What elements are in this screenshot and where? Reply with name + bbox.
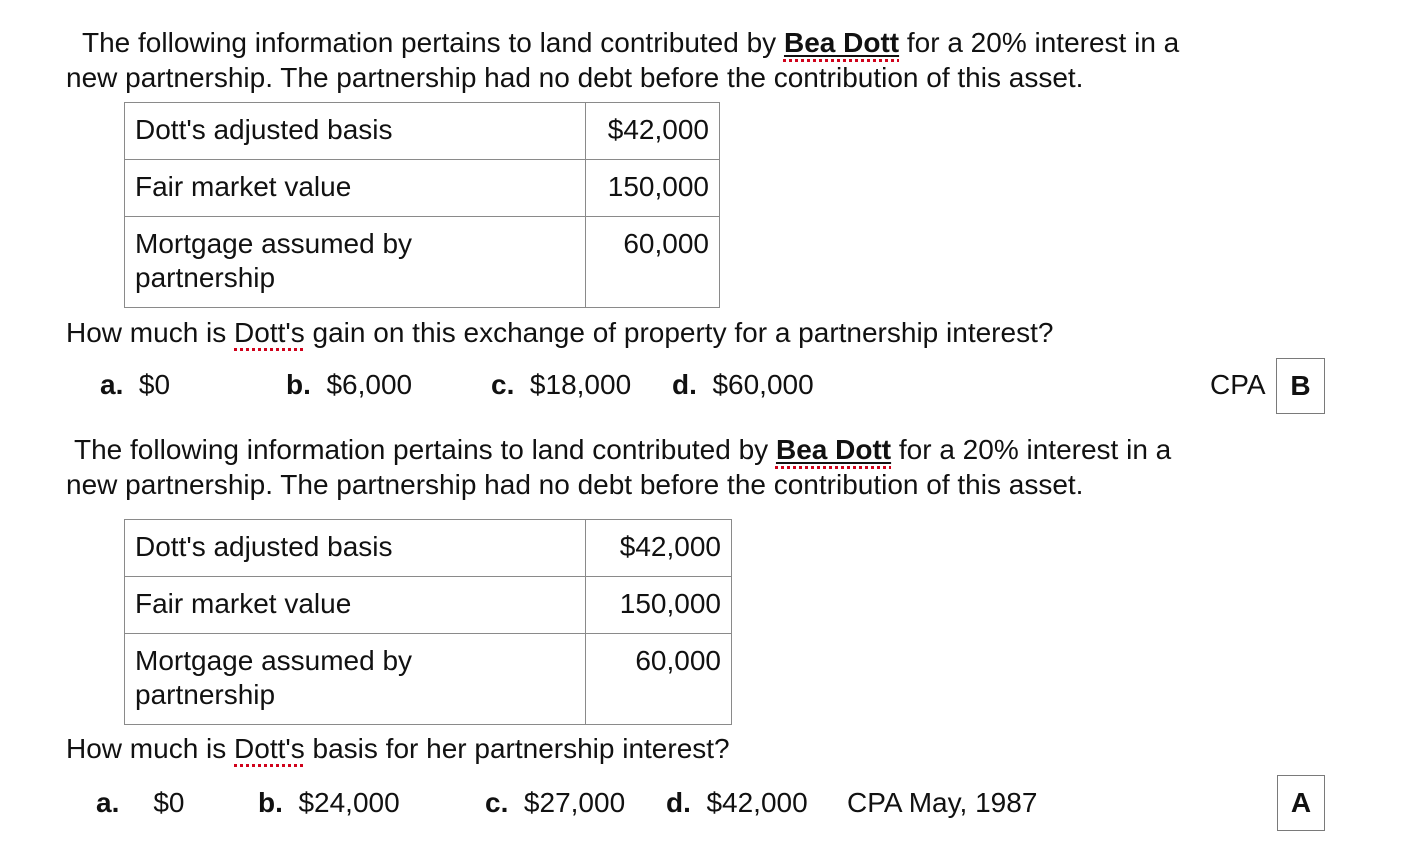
- row-value: 150,000: [586, 577, 732, 634]
- contributor-name: Bea Dott: [783, 27, 900, 58]
- intro-line-2: new partnership. The partnership had no debt before the contribution of this asset.: [66, 62, 1084, 93]
- option-b[interactable]: b. $6,000: [286, 369, 413, 400]
- row-value: $42,000: [586, 520, 732, 577]
- question-text: How much is Dott's gain on this exchange of property for a partnership interest?: [66, 317, 1054, 348]
- contributor-name: Bea Dott: [775, 434, 892, 465]
- intro-line-1: [82, 26, 1179, 60]
- facts-table: [124, 519, 732, 725]
- row-label: Fair market value: [125, 160, 586, 217]
- option-d[interactable]: d. $42,000: [666, 787, 808, 818]
- dott-possessive: Dott's: [234, 733, 305, 764]
- table-row: [125, 634, 732, 725]
- intro-text: The following information pertains to land contributed by: [82, 27, 784, 58]
- option-a[interactable]: a. $0: [96, 787, 185, 818]
- question-text: How much is Dott's basis for her partnership interest?: [66, 733, 730, 764]
- table-row: [125, 160, 720, 217]
- row-label: Fair market value: [125, 577, 586, 634]
- row-label: Mortgage assumed by partnership: [125, 217, 586, 308]
- row-value: 150,000: [586, 160, 720, 217]
- intro-line-1: [74, 433, 1171, 467]
- row-label: Dott's adjusted basis: [125, 520, 586, 577]
- option-a[interactable]: a. $0: [100, 369, 171, 400]
- row-label: Mortgage assumed by partnership: [125, 634, 586, 725]
- row-label: Dott's adjusted basis: [125, 103, 586, 160]
- option-c[interactable]: c. $18,000: [491, 369, 632, 400]
- answer-box: B: [1276, 358, 1325, 414]
- table-row: [125, 520, 732, 577]
- intro-text: for a 20% interest in a: [891, 434, 1172, 465]
- table-row: [125, 577, 732, 634]
- option-b[interactable]: b. $24,000: [258, 787, 400, 818]
- option-c[interactable]: c. $27,000: [485, 787, 626, 818]
- row-value: 60,000: [586, 217, 720, 308]
- option-d[interactable]: d. $60,000: [672, 369, 814, 400]
- intro-text: The following information pertains to land contributed by: [74, 434, 776, 465]
- intro-text: for a 20% interest in a: [899, 27, 1180, 58]
- row-value: 60,000: [586, 634, 732, 725]
- source-label: CPA May, 1987: [847, 787, 1038, 818]
- intro-line-2: new partnership. The partnership had no debt before the contribution of this asset.: [66, 469, 1084, 500]
- row-value: $42,000: [586, 103, 720, 160]
- table-row: [125, 217, 720, 308]
- answer-box: A: [1277, 775, 1325, 831]
- source-label: CPA: [1210, 369, 1266, 400]
- facts-table: [124, 102, 720, 308]
- dott-possessive: Dott's: [234, 317, 305, 348]
- table-row: [125, 103, 720, 160]
